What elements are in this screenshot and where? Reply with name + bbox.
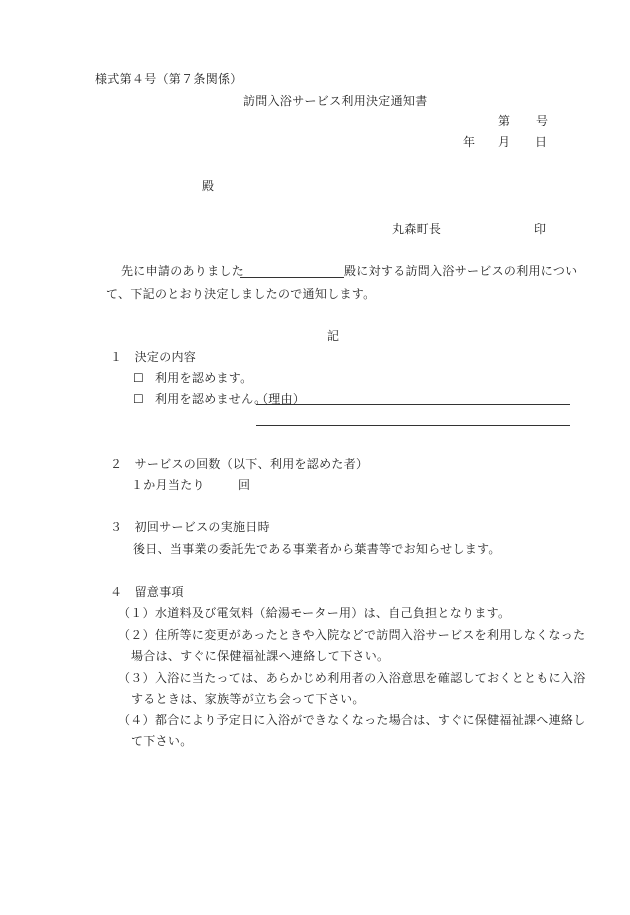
doc-number-dai: 第 <box>498 114 511 128</box>
approve-checkbox-icon[interactable]: ☐ <box>133 371 145 385</box>
frequency-unit: 回 <box>238 478 251 492</box>
section4-heading: ４ 留意事項 <box>110 585 184 599</box>
section1-heading: １ 決定の内容 <box>110 350 197 364</box>
ki-heading: 記 <box>327 329 340 343</box>
reason-underline-1 <box>256 404 570 405</box>
section2-heading: ２ サービスの回数（以下、利用を認めた者） <box>110 457 369 471</box>
note3-number: （３） <box>118 671 155 685</box>
body-line1-b: 殿に対する訪問入浴サービスの利用につい <box>344 264 578 278</box>
note2-text-b: 場合は、すぐに保健福祉課へ連絡して下さい。 <box>131 649 390 663</box>
applicant-blank-underline <box>240 277 344 278</box>
note4-text-b: て下さい。 <box>131 734 193 748</box>
seal-mark: 印 <box>534 222 547 236</box>
body-line2: て、下記のとおり決定しましたので通知します。 <box>106 287 376 301</box>
note1-text: 水道料及び電気料（給湯モーター用）は、自己負担となります。 <box>155 606 511 620</box>
date-day: 日 <box>535 135 548 149</box>
approve-option-label: 利用を認めます。 <box>155 371 253 385</box>
note4-text-a: 都合により予定日に入浴ができなくなった場合は、すぐに保健福祉課へ連絡し <box>155 713 586 727</box>
date-year: 年 <box>463 135 476 149</box>
note1-number: （１） <box>118 606 155 620</box>
note3-text-a: 入浴に当たっては、あらかじめ利用者の入浴意思を確認しておくとともに入浴 <box>155 671 586 685</box>
body-line1-a: 先に申請のありました <box>121 264 245 278</box>
note2-text-a: 住所等に変更があったときや入院などで訪問入浴サービスを利用しなくなった <box>155 628 586 642</box>
issuer-name: 丸森町長 <box>392 222 442 236</box>
frequency-label: １か月当たり <box>131 478 205 492</box>
note3-text-b: するときは、家族等が立ち会って下さい。 <box>131 692 365 706</box>
section3-heading: ３ 初回サービスの実施日時 <box>110 520 270 534</box>
reason-label: （理由） <box>256 392 306 406</box>
reject-checkbox-icon[interactable]: ☐ <box>133 392 145 406</box>
note2-number: （２） <box>118 628 155 642</box>
doc-number-go: 号 <box>536 114 549 128</box>
reason-underline-2 <box>256 425 570 426</box>
note4-number: （４） <box>118 713 155 727</box>
section3-text: 後日、当事業の委託先である事業者から葉書等でお知らせします。 <box>133 542 501 556</box>
reject-option-label: 利用を認めません。 <box>155 392 267 406</box>
addressee-suffix: 殿 <box>202 179 215 193</box>
form-number: 様式第４号（第７条関係） <box>95 72 243 86</box>
document-title: 訪問入浴サービス利用決定通知書 <box>243 94 428 108</box>
date-month: 月 <box>498 135 511 149</box>
